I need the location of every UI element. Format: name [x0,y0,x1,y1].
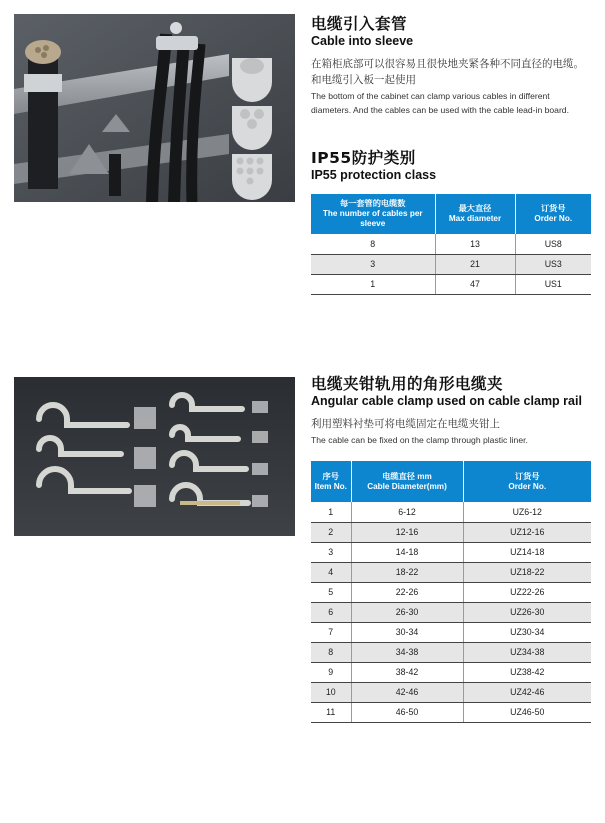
table-cell: UZ42-46 [463,682,591,702]
table-row [311,522,591,542]
cable-clamp-desc-en: The cable can be fixed on the clamp through plastic liner. [311,435,528,445]
table-row [311,502,591,522]
table-cell: 10 [311,682,351,702]
table-cell: UZ14-18 [463,542,591,562]
column-header-cable-count [311,194,435,234]
table-cell: 8 [311,234,435,254]
table-cell: 34-38 [351,642,463,662]
table-cell: US3 [515,254,591,274]
table-cell: UZ26-30 [463,602,591,622]
table-row [311,274,591,294]
column-header-en: Max diameter [448,214,502,223]
table-cell: 3 [311,542,351,562]
table-cell: 13 [435,234,515,254]
table-cell: 2 [311,522,351,542]
table-cell: 8 [311,642,351,662]
table-row [311,702,591,722]
column-header-max-diameter [435,194,515,234]
ip55-table [311,194,591,295]
cable-sleeve-title-cn: 电缆引入套管 [311,15,408,33]
cable-clamp-table [311,461,591,723]
column-header-en: The number of cables per sleeve [322,209,423,228]
cable-sleeve-desc-cn: 在箱柜底部可以很容易且很快地夹紧各种不同直径的电缆。和电缆引入板一起使用 [311,58,584,86]
table-cell: 12-16 [351,522,463,542]
table-row [311,234,591,254]
table-cell: 3 [311,254,435,274]
table-cell: 14-18 [351,542,463,562]
column-header-cable-diameter [351,461,463,502]
table-cell: 5 [311,582,351,602]
table-cell: 26-30 [351,602,463,622]
table-header-row [311,461,591,502]
table-row [311,254,591,274]
table-cell: 7 [311,622,351,642]
cable-clamp-illustration [14,377,295,536]
cable-sleeve-title-en: Cable into sleeve [311,34,414,48]
table-cell: UZ30-34 [463,622,591,642]
table-row [311,662,591,682]
table-cell: UZ34-38 [463,642,591,662]
table-cell: 22-26 [351,582,463,602]
column-header-cn: 最大直径 [458,204,492,213]
cable-clamp-desc-cn: 利用塑料衬垫可将电缆固定在电缆夹钳上 [311,418,500,430]
table-cell: 42-46 [351,682,463,702]
table-cell: US8 [515,234,591,254]
table-row [311,602,591,622]
column-header-en: Order No. [508,481,547,491]
table-cell: UZ46-50 [463,702,591,722]
column-header-cn: 订货号 [514,471,540,481]
ip55-section [311,148,591,295]
table-cell: 6 [311,602,351,622]
table-cell: UZ38-42 [463,662,591,682]
table-cell: 38-42 [351,662,463,682]
column-header-cn: 电缆直径 mm [382,471,432,481]
column-header-en: Cable Diameter(mm) [367,481,447,491]
table-cell: 30-34 [351,622,463,642]
column-header-en: Order No. [534,214,573,223]
table-cell: UZ18-22 [463,562,591,582]
ip55-title-cn: IP55防护类别 [311,149,416,167]
table-row [311,682,591,702]
cable-clamp-title-cn: 电缆夹钳轨用的角形电缆夹 [311,375,504,393]
table-cell: UZ22-26 [463,582,591,602]
table-cell: 18-22 [351,562,463,582]
column-header-cn: 序号 [322,471,339,481]
cable-sleeve-illustration [14,14,295,202]
column-header-cn: 每一套管的电缆数 [339,199,406,208]
column-header-en: Item No. [314,481,347,491]
cable-sleeve-section [311,14,591,117]
cable-sleeve-desc-en: The bottom of the cabinet can clamp various cables in different diameters. And the cables can be used with the cable lead-in board. [311,91,569,115]
table-row [311,562,591,582]
cable-sleeve-photo [14,14,295,202]
table-cell: 1 [311,274,435,294]
table-cell: 46-50 [351,702,463,722]
ip55-title-en: IP55 protection class [311,168,437,182]
column-header-order-no [463,461,591,502]
table-cell: 6-12 [351,502,463,522]
table-cell: 4 [311,562,351,582]
column-header-cn: 订货号 [540,204,566,213]
table-row [311,622,591,642]
cable-clamp-section [311,374,591,723]
table-cell: UZ6-12 [463,502,591,522]
column-header-item-no [311,461,351,502]
table-header-row [311,194,591,234]
table-cell: 11 [311,702,351,722]
table-row [311,582,591,602]
cable-clamp-title-en: Angular cable clamp used on cable clamp rail [311,394,582,408]
table-row [311,642,591,662]
table-cell: 47 [435,274,515,294]
table-row [311,542,591,562]
table-cell: 21 [435,254,515,274]
cable-clamp-photo [14,377,295,536]
table-cell: 1 [311,502,351,522]
table-cell: UZ12-16 [463,522,591,542]
column-header-order-no [515,194,591,234]
table-cell: 9 [311,662,351,682]
table-cell: US1 [515,274,591,294]
